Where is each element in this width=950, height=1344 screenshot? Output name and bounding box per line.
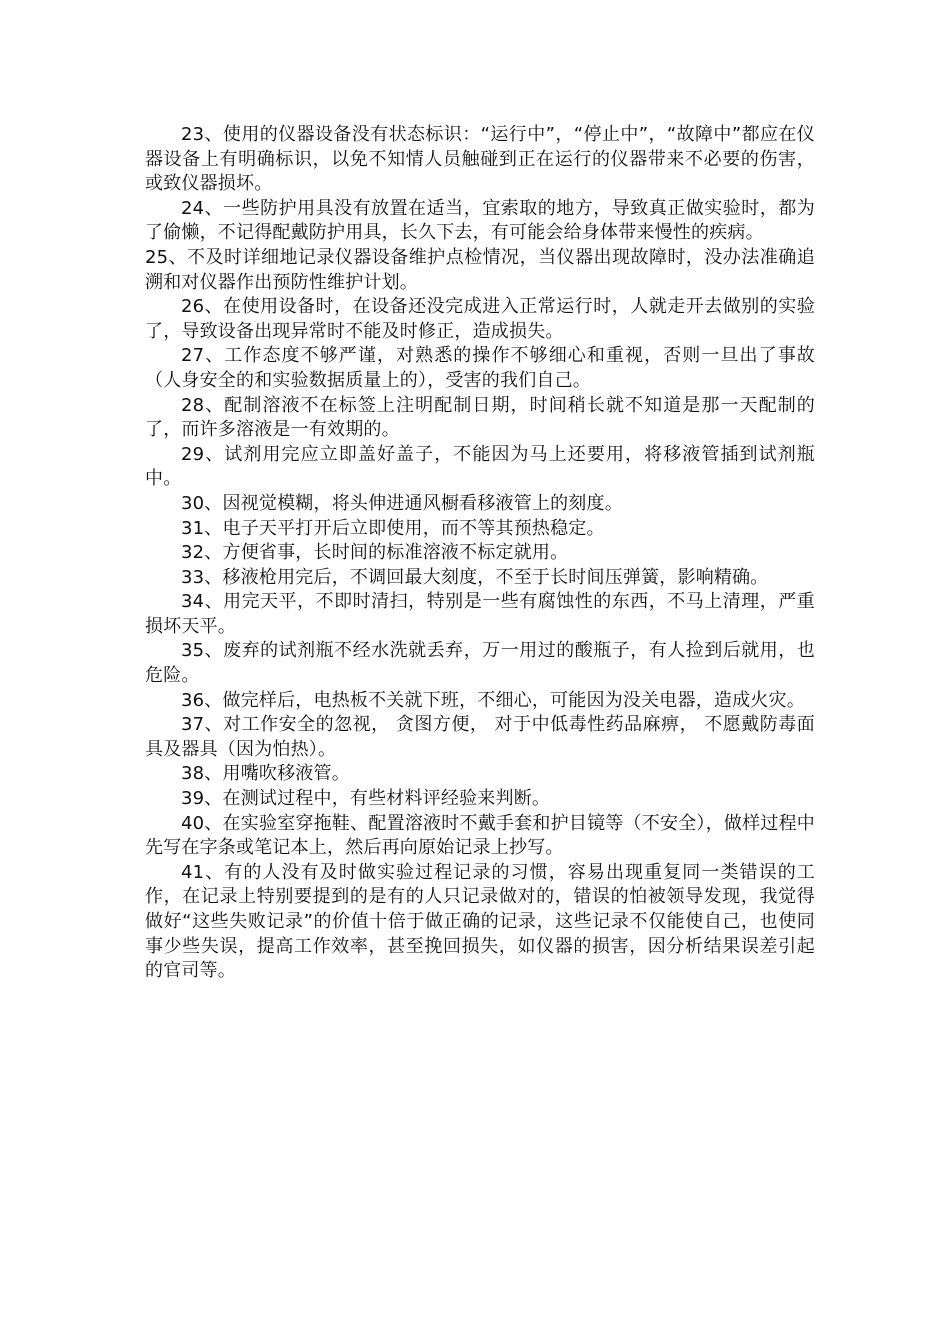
paragraph-28: 28、配制溶液不在标签上注明配制日期，时间稍长就不知道是那一天配制的了，而许多溶液是一有效期的。 bbox=[145, 394, 815, 441]
paragraph-25: 25、不及时详细地记录仪器设备维护点检情况，当仪器出现故障时，没办法准确追溯和对仪器作出预防性维护计划。 bbox=[145, 246, 815, 293]
paragraph-38: 38、用嘴吹移液管。 bbox=[181, 763, 350, 785]
paragraph-30: 30、因视觉模糊，将头伸进通风橱看移液管上的刻度。 bbox=[181, 492, 623, 514]
paragraph-40: 40、在实验室穿拖鞋、配置溶液时不戴手套和护目镜等（不安全），做样过程中先写在字条或笔记本上，然后再向原始记录上抄写。 bbox=[145, 812, 815, 859]
paragraph-24: 24、一些防护用具没有放置在适当，宜索取的地方，导致真正做实验时，都为了偷懒，不记得配戴防护用具，长久下去，有可能会给身体带来慢性的疾病。 bbox=[145, 197, 815, 244]
paragraph-23: 23、使用的仪器设备没有状态标识：“运行中”，“停止中”，“故障中”都应在仪器设备上有明确标识，以免不知情人员触碰到正在运行的仪器带来不必要的伤害，或致仪器损坏。 bbox=[145, 124, 815, 195]
paragraph-34: 34、用完天平，不即时清扫，特别是一些有腐蚀性的东西，不马上清理，严重损坏天平。 bbox=[145, 591, 815, 637]
paragraph-29: 29、试剂用完应立即盖好盖子，不能因为马上还要用，将移液管插到试剂瓶中。 bbox=[145, 443, 815, 490]
document-body bbox=[145, 123, 815, 984]
paragraph-39: 39、在测试过程中，有些材料评经验来判断。 bbox=[181, 788, 551, 810]
paragraph-41: 41、有的人没有及时做实验过程记录的习惯，容易出现重复同一类错误的工作，在记录上特别要提到的是有的人只记录做对的，错误的怕被领导发现，我觉得做好“这些失败记录”的价值十倍于做正确的记录，这些记录不仅能使自己，也使同事少些失误，提高工作效率，甚至挽回损失，如仪器的损害，因分析结果误差引起的官司等。 bbox=[145, 861, 815, 982]
paragraph-31: 31、电子天平打开后立即使用，而不等其预热稳定。 bbox=[181, 517, 605, 539]
paragraph-33: 33、移液枪用完后，不调回最大刻度，不至于长时间压弹簧，影响精确。 bbox=[181, 566, 769, 588]
paragraph-27: 27、工作态度不够严谨，对熟悉的操作不够细心和重视，否则一旦出了事故（人身安全的和实验数据质量上的），受害的我们自己。 bbox=[145, 345, 815, 391]
paragraph-36: 36、做完样后，电热板不关就下班，不细心，可能因为没关电器，造成火灾。 bbox=[181, 689, 805, 711]
paragraph-26: 26、在使用设备时，在设备还没完成进入正常运行时，人就走开去做别的实验了，导致设备出现异常时不能及时修正，造成损失。 bbox=[145, 296, 815, 342]
paragraph-32: 32、方便省事，长时间的标准溶液不标定就用。 bbox=[181, 542, 569, 564]
paragraph-35: 35、废弃的试剂瓶不经水洗就丢弃，万一用过的酸瓶子，有人捡到后就用，也危险。 bbox=[145, 640, 815, 687]
paragraph-37: 37、对工作安全的忽视， 贪图方便， 对于中低毒性药品麻痹， 不愿戴防毒面具及器具（因为怕热）。 bbox=[145, 714, 815, 760]
